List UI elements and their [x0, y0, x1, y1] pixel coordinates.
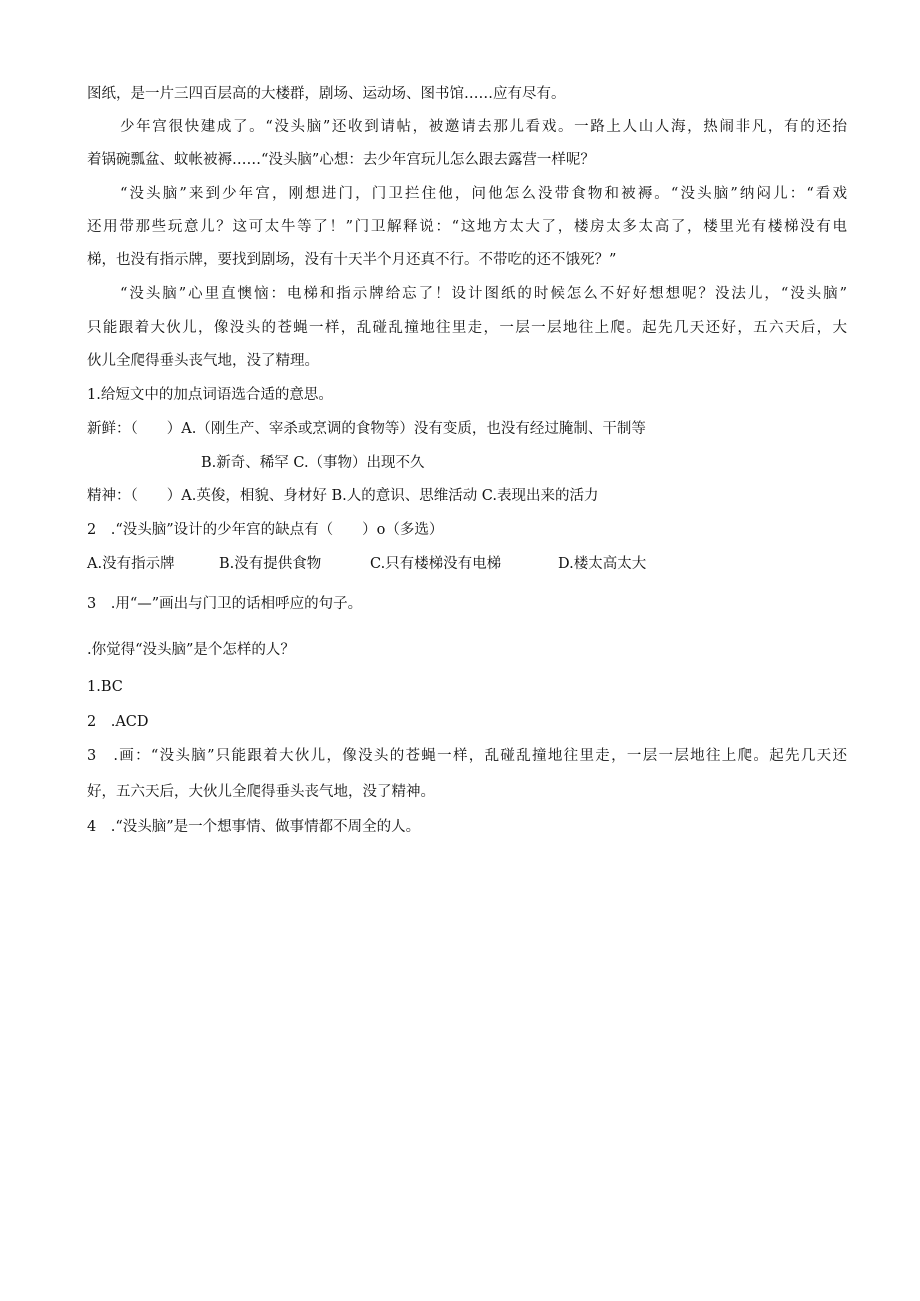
- question-3-title: 3 .用“—”画出与门卫的话相呼应的句子。: [87, 596, 363, 612]
- answer-2: 2 .ACD: [87, 714, 149, 730]
- passage-line-7: “没头脑”心里直懊恼：电梯和指示牌给忘了！设计图纸的时候怎么不好好想想呢？没法儿，“没头脑”: [120, 286, 847, 302]
- question-4-title: .你觉得“没头脑”是个怎样的人？: [87, 642, 295, 658]
- question-1-xinxian-options-bc: B.新奇、稀罕 C.（事物）出现不久: [201, 455, 425, 471]
- question-2-title: 2 .“没头脑”设计的少年宫的缺点有（ ）o（多选）: [87, 522, 444, 538]
- question-1-jingshen: 精神：（ ）A.英俊，相貌、身材好 B.人的意识、思维活动 C.表现出来的活力: [87, 488, 599, 504]
- answer-3-line-2: 好，五六天后，大伙儿全爬得垂头丧气地，没了精神。: [87, 784, 435, 800]
- question-1-title: 1.给短文中的加点词语选合适的意思。: [87, 387, 333, 403]
- passage-line-5: 还用带那些玩意儿？这可太牛等了！”门卫解释说：“这地方太大了，楼房太多太高了，楼里光有楼梯没有电: [87, 219, 847, 235]
- answer-4: 4 .“没头脑”是一个想事情、做事情都不周全的人。: [87, 819, 421, 835]
- passage-line-6: 梯，也没有指示牌，要找到剧场，没有十天半个月还真不行。不带吃的还不饿死？”: [87, 252, 617, 268]
- answer-3-line-1: 3 .画：“没头脑”只能跟着大伙儿，像没头的苍蝇一样，乱碰乱撞地往里走，一层一层地往上爬。起先几天还: [87, 748, 847, 764]
- question-1-xinxian-option-a: 新鲜：（ ）A.（刚生产、宰杀或烹调的食物等）没有变质，也没有经过腌制、干制等: [87, 421, 646, 437]
- passage-line-2: 少年宫很快建成了。“没头脑”还收到请帖，被邀请去那儿看戏。一路上人山人海，热闹非凡，有的还抬: [120, 119, 847, 135]
- passage-line-4: “没头脑”来到少年宫，刚想进门，门卫拦住他，问他怎么没带食物和被褥。“没头脑”纳闷儿：“看戏: [120, 186, 847, 202]
- answer-1: 1.BC: [87, 679, 123, 695]
- question-2-option-c: C.只有楼梯没有电梯: [370, 556, 502, 572]
- question-2-option-d: D.楼太高太大: [558, 556, 647, 572]
- question-2-option-a: A.没有指示牌: [87, 556, 175, 572]
- passage-line-9: 伙儿全爬得垂头丧气地，没了精理。: [87, 353, 319, 369]
- passage-line-8: 只能跟着大伙儿，像没头的苍蝇一样，乱碰乱撞地往里走，一层一层地往上爬。起先几天还好，五六天后，大: [87, 320, 847, 336]
- passage-line-1: 图纸，是一片三四百层高的大楼群，剧场、运动场、图书馆……应有尽有。: [87, 86, 566, 102]
- question-2-option-b: B.没有提供食物: [219, 556, 322, 572]
- passage-line-3: 着锅碗瓢盆、蚊帐被褥……“没头脑”心想：去少年宫玩儿怎么跟去露营一样呢？: [87, 152, 595, 168]
